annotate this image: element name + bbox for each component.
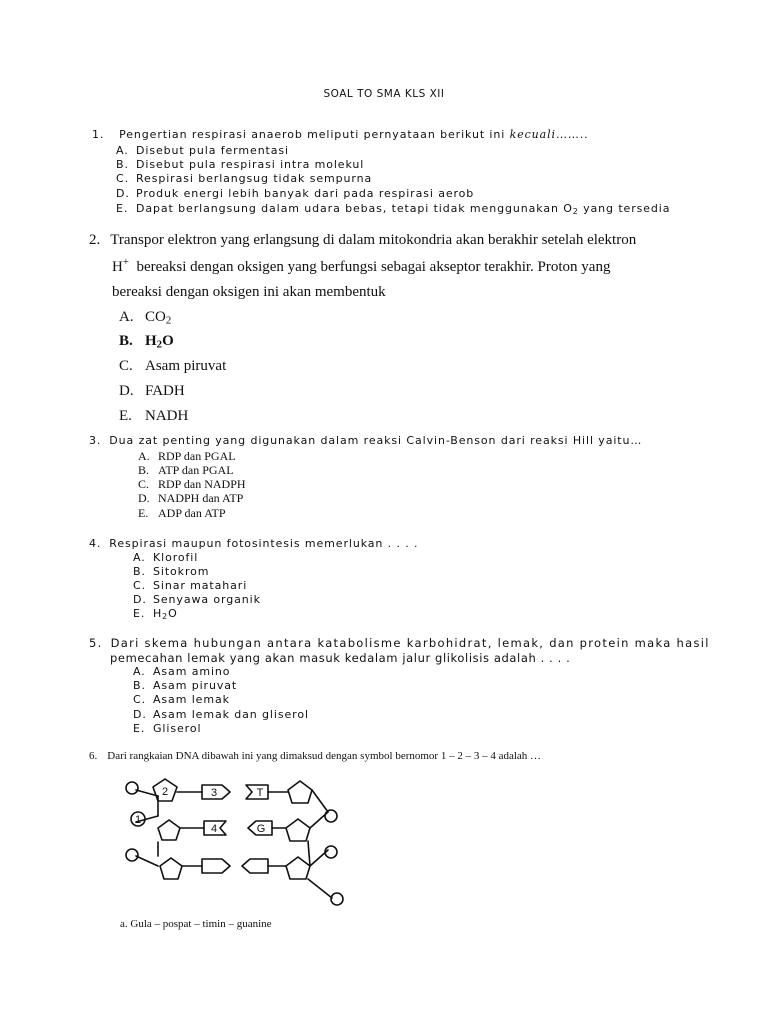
question-text: Pengertian respirasi anaerob meliputi pernyataan berikut ini [119, 128, 506, 141]
option-text: H [153, 607, 163, 620]
q4-option-c[interactable] [133, 579, 247, 592]
option-letter: C. [138, 477, 150, 491]
backbone-line [136, 856, 158, 866]
option-letter: A. [133, 551, 146, 564]
question-text: Dua zat penting yang digunakan dalam reaksi Calvin-Benson dari reaksi Hill yaitu… [109, 434, 643, 447]
option-letter: E. [133, 607, 146, 620]
q1-option-b[interactable] [116, 158, 364, 171]
question-number: 6. [89, 750, 98, 762]
question-text: bereaksi dengan oksigen yang berfungsi sebagai akseptor terakhir. Proton yang [128, 259, 611, 275]
option-text: RDP dan NADPH [158, 477, 246, 491]
option-letter: A. [119, 309, 134, 325]
question-5-line-2: pemecahan lemak yang akan masuk kedalam jalur glikolisis adalah . . . . [110, 651, 571, 665]
option-letter: C. [116, 172, 129, 185]
option-letter: D. [119, 383, 134, 399]
sugar-pentagon [288, 781, 312, 803]
q4-option-b[interactable] [133, 565, 209, 578]
option-text: ADP dan ATP [158, 506, 226, 520]
option-text: NADH [145, 408, 189, 424]
label-4: 4 [210, 823, 218, 835]
question-2-line-1 [89, 232, 636, 249]
option-text: NADPH dan ATP [158, 491, 244, 505]
option-subscript: 2 [165, 314, 172, 327]
option-text: Klorofil [153, 551, 199, 564]
question-2-line-3: bereaksi dengan oksigen ini akan membentuk [112, 284, 386, 300]
sugar-pentagon [160, 858, 182, 879]
option-text: Asam amino [153, 665, 231, 678]
q2-option-a[interactable] [119, 309, 171, 326]
label-t: T [256, 787, 264, 799]
label-1: 1 [134, 814, 142, 826]
option-letter: E. [138, 506, 149, 520]
option-text: ATP dan PGAL [158, 463, 234, 477]
option-letter: D. [133, 593, 147, 606]
question-3 [89, 434, 642, 447]
q3-option-e[interactable] [138, 506, 226, 521]
option-letter: B. [133, 679, 146, 692]
question-1 [92, 128, 589, 141]
dna-diagram [118, 772, 358, 912]
option-letter: B. [133, 565, 146, 578]
q1-option-e[interactable] [116, 202, 670, 215]
option-text: CO [145, 309, 166, 325]
option-text: Produk energi lebih banyak dari pada respirasi aerob [136, 187, 475, 200]
option-letter: D. [133, 708, 147, 721]
option-text: FADH [145, 383, 185, 399]
backbone-line [308, 841, 310, 866]
question-text: Dari rangkaian DNA dibawah ini yang dimaksud dengan symbol bernomor 1 – 2 – 3 – 4 adalah … [107, 750, 542, 762]
q2-option-b[interactable] [119, 333, 174, 350]
option-subscript: 2 [162, 611, 169, 621]
q3-option-b[interactable] [138, 463, 234, 478]
q3-option-a[interactable] [138, 449, 236, 464]
question-number: 3. [89, 434, 102, 447]
q4-option-d[interactable] [133, 593, 261, 606]
phosphate-circle [126, 849, 138, 861]
q6-option-a[interactable]: a. Gula – pospat – timin – guanine [120, 918, 272, 930]
phosphate-circle [325, 810, 337, 822]
question-italic: kecuali [509, 128, 556, 141]
phosphate-circle [126, 782, 138, 794]
option-text: Asam piruvat [153, 679, 238, 692]
question-text: Transpor elektron yang erlangsung di dalam mitokondria akan berakhir setelah elektron [110, 232, 637, 248]
q5-option-c[interactable] [133, 693, 230, 706]
question-text: Dari skema hubungan antara katabolisme karbohidrat, lemak, dan protein maka hasil [110, 636, 710, 650]
option-subscript: 2 [156, 338, 163, 351]
q5-option-b[interactable] [133, 679, 237, 692]
proton-superscript: + [122, 256, 129, 269]
question-text: Respirasi maupun fotosintesis memerlukan . . . . [109, 537, 419, 550]
question-dots: …….. [555, 128, 589, 141]
question-2-line-2 [112, 256, 611, 276]
option-text-tail: yang tersedia [578, 202, 671, 215]
base [202, 859, 230, 873]
label-g: G [256, 823, 266, 835]
question-number: 1. [92, 128, 105, 141]
option-letter: D. [138, 491, 150, 505]
option-letter: E. [116, 202, 129, 215]
q2-option-d[interactable] [119, 383, 185, 400]
page-title: SOAL TO SMA KLS XII [323, 88, 445, 100]
question-number: 2. [89, 232, 101, 248]
option-text: Asam piruvat [145, 358, 227, 374]
q1-option-d[interactable] [116, 187, 474, 200]
backbone-line [312, 790, 328, 812]
question-number: 5. [89, 636, 103, 650]
option-text: H [145, 333, 157, 349]
option-text-tail: O [162, 333, 174, 349]
q4-option-e[interactable] [133, 607, 178, 620]
option-letter: A. [116, 144, 129, 157]
proton-symbol: H [112, 259, 123, 275]
q5-option-a[interactable] [133, 665, 230, 678]
q2-option-e[interactable] [119, 408, 188, 425]
option-letter: C. [119, 358, 133, 374]
option-letter: B. [116, 158, 129, 171]
option-letter: B. [119, 333, 133, 349]
q2-option-c[interactable] [119, 358, 226, 375]
sugar-pentagon [286, 819, 310, 841]
q5-option-d[interactable] [133, 708, 309, 721]
option-text: RDP dan PGAL [158, 449, 236, 463]
option-text: Disebut pula fermentasi [136, 144, 290, 157]
option-text: Gliserol [153, 722, 202, 735]
q4-option-a[interactable] [133, 551, 198, 564]
question-number: 4. [89, 537, 102, 550]
question-5-line-1 [89, 636, 710, 650]
option-letter: A. [133, 665, 146, 678]
q3-option-d[interactable] [138, 491, 243, 506]
option-text: Senyawa organik [153, 593, 261, 606]
label-2: 2 [161, 786, 169, 798]
label-3: 3 [210, 787, 218, 799]
q5-option-e[interactable] [133, 722, 201, 735]
question-4 [89, 537, 418, 550]
base [242, 859, 268, 873]
q1-option-c[interactable] [116, 172, 372, 185]
option-text: Dapat berlangsung dalam udara bebas, tetapi tidak menggunakan O [136, 202, 573, 215]
backbone-line [308, 879, 332, 898]
option-letter: E. [133, 722, 146, 735]
phosphate-circle [331, 893, 343, 905]
option-letter: C. [133, 579, 146, 592]
option-text: Asam lemak [153, 693, 230, 706]
option-text: Sitokrom [153, 565, 210, 578]
sugar-pentagon [158, 820, 180, 840]
question-6 [89, 750, 541, 762]
q1-option-a[interactable] [116, 144, 289, 157]
option-letter: D. [116, 187, 130, 200]
option-letter: B. [138, 463, 150, 477]
sugar-pentagon [286, 857, 310, 879]
option-text: Asam lemak dan gliserol [153, 708, 309, 721]
option-letter: C. [133, 693, 146, 706]
q3-option-c[interactable] [138, 477, 246, 492]
option-subscript: 2 [572, 206, 579, 216]
option-letter: E. [119, 408, 132, 424]
option-text: Respirasi berlangsug tidak sempurna [136, 172, 373, 185]
option-letter: A. [138, 449, 150, 463]
option-text-tail: O [168, 607, 178, 620]
option-text: Sinar matahari [153, 579, 248, 592]
option-text: Disebut pula respirasi intra molekul [136, 158, 365, 171]
